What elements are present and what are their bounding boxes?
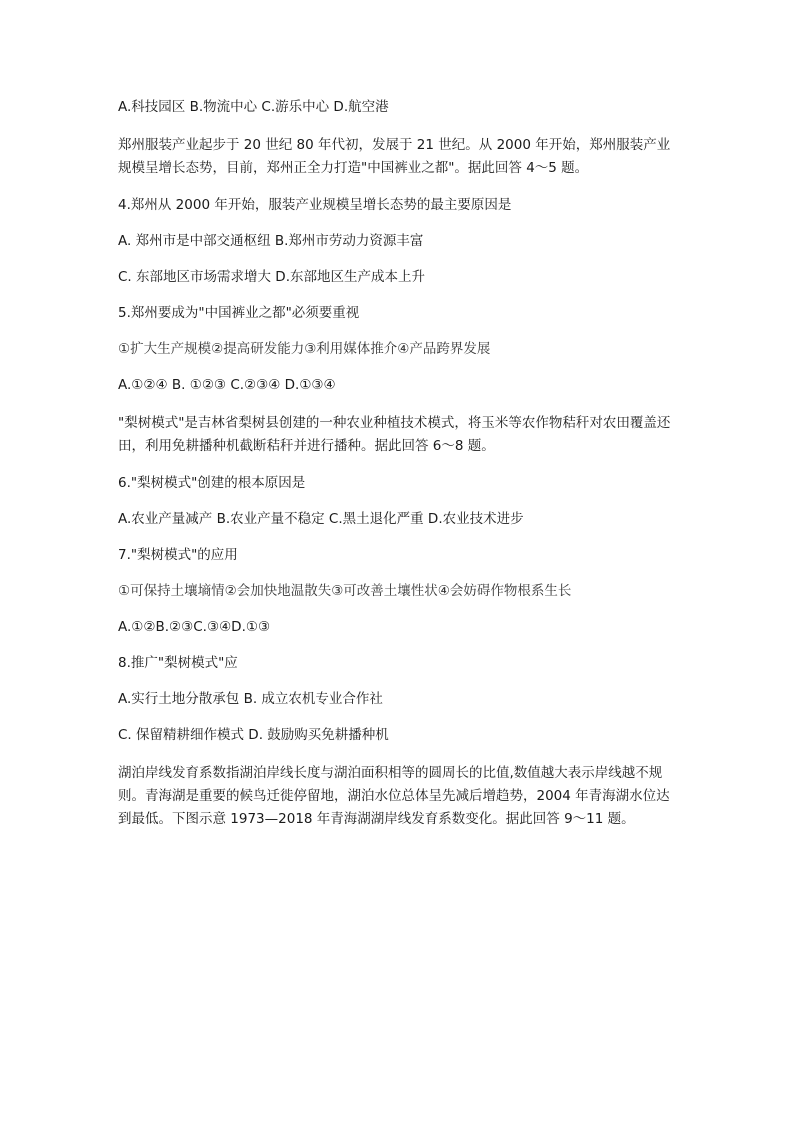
q8-stem: 8.推广"梨树模式"应 [118, 655, 238, 671]
q5-stem: 5.郑州要成为"中国裤业之都"必须要重视 [118, 305, 360, 321]
q4-options-line2: C. 东部地区市场需求增大 D.东部地区生产成本上升 [118, 269, 425, 285]
q6-options: A.农业产量减产 B.农业产量不稳定 C.黑土退化严重 D.农业技术进步 [118, 511, 524, 527]
q6-stem: 6."梨树模式"创建的根本原因是 [118, 475, 306, 491]
q7-stem: 7."梨树模式"的应用 [118, 547, 238, 563]
q4-stem: 4.郑州从 2000 年开始，服装产业规模呈增长态势的最主要原因是 [118, 197, 512, 213]
q7-options: A.①②B.②③C.③④D.①③ [118, 619, 271, 635]
intro-zhengzhou: 郑州服装产业起步于 20 世纪 80 年代初，发展于 21 世纪。从 2000 年开始，郑州服装产业规模呈增长态势，目前，郑州正全力打造"中国裤业之都"。据此回答 4～5 题。 [118, 137, 671, 176]
document-page [118, 98, 683, 831]
q3-options: A.科技园区 B.物流中心 C.游乐中心 D.航空港 [118, 99, 389, 115]
q8-options-line2: C. 保留精耕细作模式 D. 鼓励购买免耕播种机 [118, 727, 389, 743]
intro-qinghai: 湖泊岸线发育系数指湖泊岸线长度与湖泊面积相等的圆周长的比值,数值越大表示岸线越不规则。青海湖是重要的候鸟迁徙停留地，湖泊水位总体呈先减后增趋势，2004 年青海湖水位达到最低。下图示意 1973—2018 年青海湖湖岸线发育系数变化。据此回答 9～11 题。 [118, 765, 670, 827]
intro-lishu: "梨树模式"是吉林省梨树县创建的一种农业种植技术模式，将玉米等农作物秸秆对农田覆盖还田，利用免耕播种机截断秸秆并进行播种。据此回答 6～8 题。 [118, 415, 671, 454]
q7-items: ①可保持土壤墒情②会加快地温散失③可改善土壤性状④会妨碍作物根系生长 [118, 583, 572, 599]
q8-options-line1: A.实行土地分散承包 B. 成立农机专业合作社 [118, 691, 383, 707]
q5-options: A.①②④ B. ①②③ C.②③④ D.①③④ [118, 377, 336, 393]
q4-options-line1: A. 郑州市是中部交通枢纽 B.郑州市劳动力资源丰富 [118, 233, 424, 249]
q5-items: ①扩大生产规模②提高研发能力③利用媒体推介④产品跨界发展 [118, 341, 491, 357]
